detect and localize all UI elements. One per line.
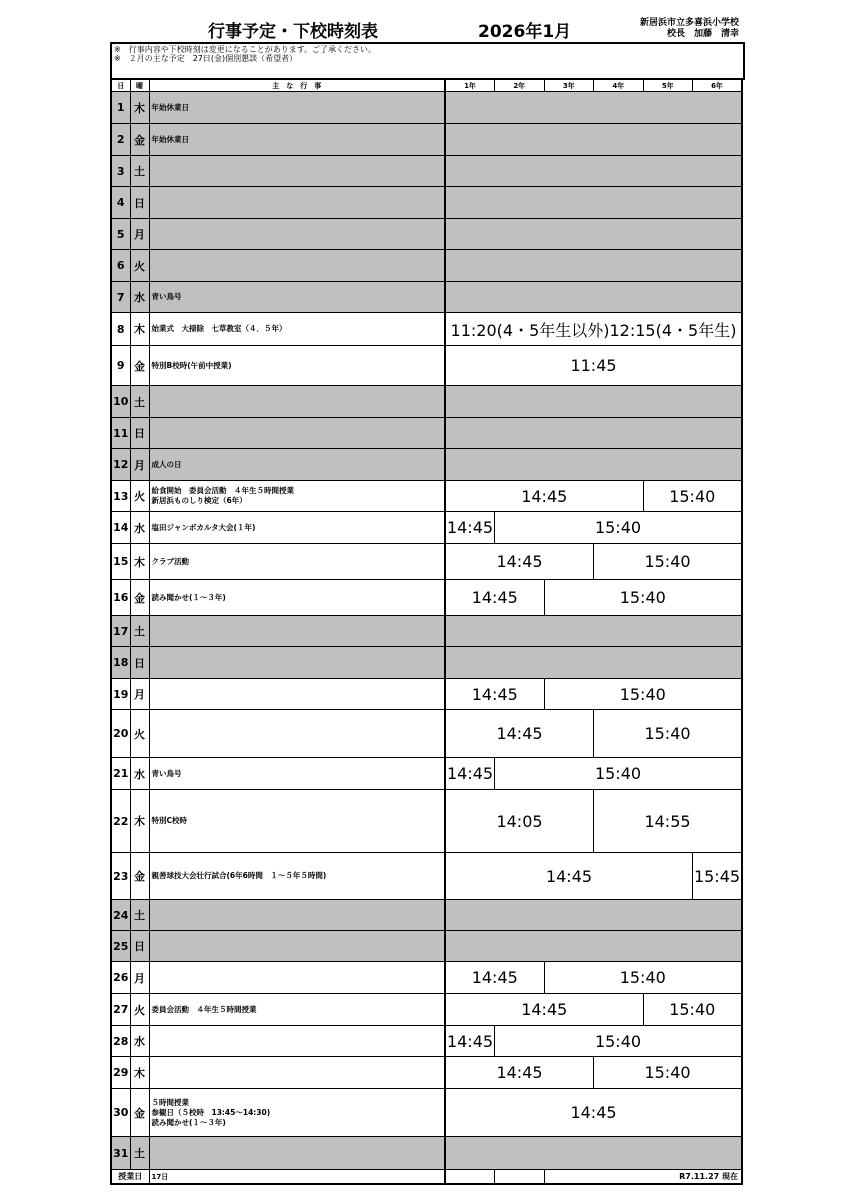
col-grade: 2年 <box>495 79 545 92</box>
col-grade: 3年 <box>544 79 594 92</box>
events-cell <box>149 853 445 900</box>
event-text: 年始休業日 <box>151 102 189 112</box>
date-cell: 8 <box>111 313 130 346</box>
weekday-cell: 水 <box>130 282 149 313</box>
school-days-label: 授業日 <box>111 1170 149 1185</box>
dismissal-time: 15:40 <box>594 544 743 580</box>
date-cell: 21 <box>111 758 130 790</box>
event-text: 親善球技大会壮行試合(6年6時間 １～５年５時間) <box>151 871 327 880</box>
date-cell: 10 <box>111 386 130 418</box>
event-text: 参観日（５校時 13:45～14:30) <box>151 1107 271 1117</box>
notes-box <box>110 42 745 80</box>
footer-row <box>111 1170 742 1185</box>
events-cell <box>149 418 445 449</box>
table-row <box>111 580 742 616</box>
dismissal-time: 15:40 <box>643 994 742 1026</box>
schedule-table <box>110 78 743 1185</box>
dismissal-time-empty <box>445 282 742 313</box>
events-cell <box>149 1026 445 1057</box>
dismissal-time: 15:40 <box>495 1026 743 1057</box>
as-of-date: R7.11.27 現在 <box>544 1170 742 1185</box>
principal-name: 校長 加藤 清幸 <box>666 29 739 39</box>
events-cell <box>149 481 445 512</box>
date-cell: 29 <box>111 1057 130 1089</box>
event-text: 給食開始 委員会活動 ４年生５時間授業 <box>151 486 294 495</box>
date-cell: 14 <box>111 512 130 544</box>
date-cell: 24 <box>111 900 130 931</box>
events-cell <box>149 900 445 931</box>
weekday-cell: 火 <box>130 250 149 282</box>
weekday-cell: 月 <box>130 449 149 481</box>
table-row <box>111 219 742 250</box>
table-row <box>111 853 742 900</box>
dismissal-time: 14:45 <box>445 512 495 544</box>
events-cell <box>149 449 445 481</box>
weekday-cell: 月 <box>130 679 149 710</box>
table-row <box>111 1137 742 1170</box>
event-text: 委員会活動 ４年生５時間授業 <box>151 1004 257 1014</box>
dismissal-time-empty <box>445 219 742 250</box>
date-cell: 15 <box>111 544 130 580</box>
weekday-cell: 月 <box>130 219 149 250</box>
events-cell <box>149 679 445 710</box>
footer-blank <box>495 1170 545 1185</box>
events-cell <box>149 1057 445 1089</box>
table-row <box>111 250 742 282</box>
col-events: 主 な 行 事 <box>149 79 445 92</box>
weekday-cell: 木 <box>130 790 149 853</box>
table-row <box>111 386 742 418</box>
weekday-cell: 日 <box>130 418 149 449</box>
weekday-cell: 土 <box>130 616 149 647</box>
table-row <box>111 544 742 580</box>
weekday-cell: 木 <box>130 544 149 580</box>
table-row <box>111 758 742 790</box>
dismissal-time: 14:45 <box>445 994 643 1026</box>
events-cell <box>149 313 445 346</box>
table-row <box>111 124 742 156</box>
page-title: 行事予定・下校時刻表 <box>208 22 378 42</box>
table-row <box>111 346 742 386</box>
table-row <box>111 1026 742 1057</box>
date-cell: 11 <box>111 418 130 449</box>
table-row <box>111 790 742 853</box>
dismissal-time-empty <box>445 931 742 962</box>
event-text: 新居浜ものしり検定（6年） <box>151 496 247 505</box>
date-cell: 7 <box>111 282 130 313</box>
school-days-count: 17日 <box>149 1170 445 1185</box>
event-text: クラブ活動 <box>151 556 189 566</box>
events-cell <box>149 544 445 580</box>
col-grade: 4年 <box>594 79 644 92</box>
events-cell <box>149 282 445 313</box>
table-row <box>111 994 742 1026</box>
table-row <box>111 156 742 187</box>
dismissal-time: 14:45 <box>445 679 544 710</box>
weekday-cell: 土 <box>130 900 149 931</box>
date-cell: 17 <box>111 616 130 647</box>
weekday-cell: 土 <box>130 1137 149 1170</box>
school-info <box>640 18 739 40</box>
dismissal-time: 11:45 <box>445 346 742 386</box>
date-cell: 27 <box>111 994 130 1026</box>
weekday-cell: 木 <box>130 92 149 124</box>
events-cell <box>149 580 445 616</box>
weekday-cell: 金 <box>130 124 149 156</box>
date-cell: 16 <box>111 580 130 616</box>
events-cell <box>149 346 445 386</box>
weekday-cell: 金 <box>130 853 149 900</box>
dismissal-time-empty <box>445 187 742 219</box>
dismissal-time-empty <box>445 156 742 187</box>
dismissal-time: 14:45 <box>445 580 544 616</box>
header-row <box>111 79 742 92</box>
table-row <box>111 931 742 962</box>
table-row <box>111 481 742 512</box>
footer-blank <box>445 1170 495 1185</box>
dismissal-time-empty <box>445 124 742 156</box>
table-row <box>111 679 742 710</box>
event-text: 読み聞かせ(１～３年) <box>151 592 226 602</box>
date-cell: 5 <box>111 219 130 250</box>
event-text: 年始休業日 <box>151 134 189 144</box>
dismissal-time: 15:40 <box>544 580 742 616</box>
events-cell <box>149 250 445 282</box>
date-cell: 25 <box>111 931 130 962</box>
dismissal-time: 14:45 <box>445 1089 742 1137</box>
col-grade: 1年 <box>445 79 495 92</box>
event-text: 青い鳥号 <box>151 768 182 778</box>
dismissal-time-empty <box>445 418 742 449</box>
col-date: 日 <box>111 79 130 92</box>
weekday-cell: 土 <box>130 386 149 418</box>
dismissal-time-empty <box>445 900 742 931</box>
event-text: 始業式 大掃除 七草教室（４．５年） <box>151 324 287 333</box>
weekday-cell: 金 <box>130 346 149 386</box>
events-cell <box>149 994 445 1026</box>
date-cell: 6 <box>111 250 130 282</box>
date-cell: 2 <box>111 124 130 156</box>
col-weekday: 曜 <box>130 79 149 92</box>
col-grade: 6年 <box>693 79 743 92</box>
date-cell: 22 <box>111 790 130 853</box>
dismissal-time: 14:45 <box>445 1057 594 1089</box>
table-row <box>111 418 742 449</box>
events-cell <box>149 790 445 853</box>
dismissal-time: 14:45 <box>445 481 643 512</box>
dismissal-time: 15:40 <box>594 710 743 758</box>
events-cell <box>149 962 445 994</box>
date-cell: 18 <box>111 647 130 679</box>
date-cell: 3 <box>111 156 130 187</box>
event-text: 青い鳥号 <box>151 292 182 301</box>
dismissal-time: 14:45 <box>445 962 544 994</box>
table-row <box>111 512 742 544</box>
date-cell: 23 <box>111 853 130 900</box>
weekday-cell: 水 <box>130 758 149 790</box>
table-row <box>111 710 742 758</box>
month-label: 2026年1月 <box>478 22 572 42</box>
weekday-cell: 火 <box>130 710 149 758</box>
date-cell: 9 <box>111 346 130 386</box>
events-cell <box>149 124 445 156</box>
weekday-cell: 木 <box>130 1057 149 1089</box>
date-cell: 26 <box>111 962 130 994</box>
weekday-cell: 日 <box>130 647 149 679</box>
events-cell <box>149 616 445 647</box>
dismissal-time: 14:55 <box>594 790 743 853</box>
date-cell: 20 <box>111 710 130 758</box>
weekday-cell: 金 <box>130 580 149 616</box>
events-cell <box>149 156 445 187</box>
table-row <box>111 92 742 124</box>
date-cell: 4 <box>111 187 130 219</box>
dismissal-time-empty <box>445 92 742 124</box>
dismissal-time-empty <box>445 1137 742 1170</box>
events-cell <box>149 710 445 758</box>
date-cell: 1 <box>111 92 130 124</box>
event-text: 特別B校時(午前中授業) <box>151 360 232 370</box>
table-row <box>111 1057 742 1089</box>
dismissal-time: 15:40 <box>594 1057 743 1089</box>
dismissal-time-empty <box>445 250 742 282</box>
table-row <box>111 647 742 679</box>
dismissal-time-empty <box>445 386 742 418</box>
date-cell: 19 <box>111 679 130 710</box>
weekday-cell: 月 <box>130 962 149 994</box>
dismissal-time: 11:20(4・5年生以外)12:15(4・5年生) <box>445 313 742 346</box>
dismissal-time: 14:05 <box>445 790 594 853</box>
events-cell <box>149 512 445 544</box>
events-cell <box>149 758 445 790</box>
weekday-cell: 木 <box>130 313 149 346</box>
table-row <box>111 1089 742 1137</box>
event-text: 成人の日 <box>151 459 182 469</box>
dismissal-time: 15:40 <box>495 512 743 544</box>
date-cell: 30 <box>111 1089 130 1137</box>
dismissal-time: 15:40 <box>544 679 742 710</box>
weekday-cell: 水 <box>130 512 149 544</box>
dismissal-time: 15:40 <box>643 481 742 512</box>
date-cell: 28 <box>111 1026 130 1057</box>
dismissal-time: 15:40 <box>495 758 743 790</box>
events-cell <box>149 1089 445 1137</box>
weekday-cell: 水 <box>130 1026 149 1057</box>
weekday-cell: 土 <box>130 156 149 187</box>
table-row <box>111 449 742 481</box>
events-cell <box>149 92 445 124</box>
date-cell: 31 <box>111 1137 130 1170</box>
events-cell <box>149 1137 445 1170</box>
events-cell <box>149 187 445 219</box>
weekday-cell: 金 <box>130 1089 149 1137</box>
dismissal-time: 14:45 <box>445 710 594 758</box>
events-cell <box>149 219 445 250</box>
weekday-cell: 日 <box>130 931 149 962</box>
dismissal-time: 14:45 <box>445 758 495 790</box>
dismissal-time: 15:40 <box>544 962 742 994</box>
weekday-cell: 火 <box>130 994 149 1026</box>
col-grade: 5年 <box>643 79 693 92</box>
event-text: 読み聞かせ(１～３年) <box>151 1117 226 1127</box>
table-row <box>111 900 742 931</box>
event-text: 塩田ジャンボカルタ大会(１年) <box>151 522 256 532</box>
events-cell <box>149 647 445 679</box>
table-row <box>111 282 742 313</box>
school-name: 新居浜市立多喜浜小学校 <box>639 18 739 28</box>
date-cell: 12 <box>111 449 130 481</box>
table-row <box>111 616 742 647</box>
weekday-cell: 日 <box>130 187 149 219</box>
event-text: 特別C校時 <box>151 816 188 825</box>
note: ※ 行事内容や下校時刻は変更になることがあります。ご了承ください。 <box>114 45 377 54</box>
weekday-cell: 火 <box>130 481 149 512</box>
event-text: ５時間授業 <box>151 1097 189 1107</box>
dismissal-time: 14:45 <box>445 544 594 580</box>
table-row <box>111 962 742 994</box>
events-cell <box>149 931 445 962</box>
note: ※ ２月の主な予定 27日(金)個別懇談（希望者） <box>114 54 298 63</box>
dismissal-time: 15:45 <box>693 853 743 900</box>
dismissal-time-empty <box>445 616 742 647</box>
events-cell <box>149 386 445 418</box>
date-cell: 13 <box>111 481 130 512</box>
dismissal-time-empty <box>445 647 742 679</box>
table-row <box>111 313 742 346</box>
dismissal-time-empty <box>445 449 742 481</box>
dismissal-time: 14:45 <box>445 1026 495 1057</box>
dismissal-time: 14:45 <box>445 853 693 900</box>
table-row <box>111 187 742 219</box>
